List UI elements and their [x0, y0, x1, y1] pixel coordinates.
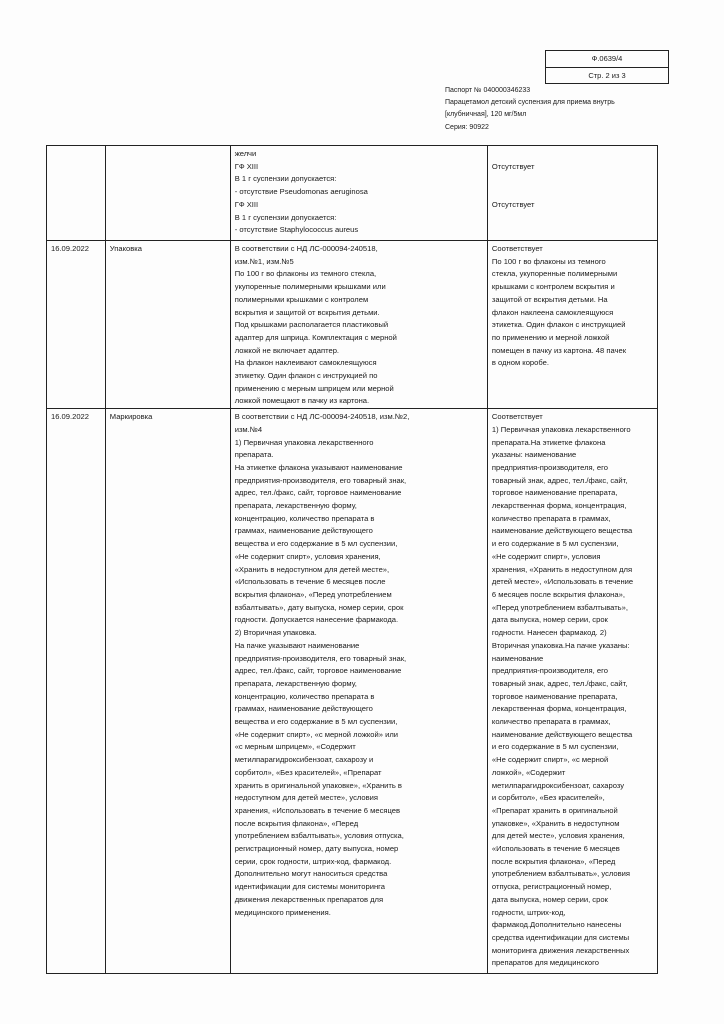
- result-line: торговое наименование препарата,: [491, 488, 618, 498]
- result-line: дата выпуска, номер серии, срок: [491, 615, 608, 625]
- requirement-line: метилпарагидроксибензоат, сахарозу и: [234, 755, 374, 765]
- result-line: защитой от вскрытия детьми. На: [491, 294, 608, 304]
- requirement-line: препарата, лекарственную форму,: [234, 678, 357, 688]
- result-line: «Перед употреблением взбалтывать»,: [491, 602, 628, 612]
- requirement-line: полимерными крышками с контролем: [234, 294, 369, 304]
- requirement-line: В соответствии с НД ЛС-000094-240518,: [234, 244, 378, 253]
- result-line: По 100 г во флаконы из темного: [491, 256, 606, 266]
- date-cell: 16.09.2022: [47, 241, 106, 409]
- requirement-line: желчи: [234, 149, 257, 158]
- result-line: метилпарагидроксибензоат, сахарозу: [491, 780, 625, 790]
- requirement-cell: [230, 146, 487, 241]
- requirement-line: этикетку. Один флакон с инструкцией по: [234, 371, 378, 381]
- result-line: Отсутствует: [491, 199, 535, 209]
- requirement-line: граммах, наименование действующего: [234, 526, 373, 536]
- result-line: годности, штрих-код,: [491, 907, 566, 917]
- requirement-line: Дополнительно могут наноситься средства: [234, 869, 388, 879]
- requirement-line: «с мерным шприцем», «Содержит: [234, 742, 356, 752]
- result-line: указаны: наименование: [491, 450, 577, 460]
- result-line: лекарственная форма, концентрация,: [491, 704, 627, 714]
- requirement-line: В соответствии с НД ЛС-000094-240518, изм.№2,: [234, 412, 410, 422]
- requirement-line: адрес, тел./факс, сайт, торговое наименование: [234, 666, 402, 676]
- requirement-line: концентрацию, количество препарата в: [234, 691, 375, 701]
- result-line: количество препарата в граммах,: [491, 513, 611, 523]
- requirement-line: ГФ XIII: [234, 161, 259, 171]
- requirement-line: недоступном для детей месте», условия: [234, 793, 379, 803]
- requirement-line: изм.№4: [234, 424, 263, 434]
- result-line: количество препарата в граммах,: [491, 717, 611, 727]
- requirement-line: В 1 г суспензии допускается:: [234, 212, 337, 222]
- result-line: лекарственная форма, концентрация,: [491, 501, 627, 511]
- form-code-box: [545, 50, 669, 84]
- page-number: Стр. 2 из 3: [588, 71, 626, 80]
- requirement-line: концентрацию, количество препарата в: [234, 513, 375, 523]
- result-line: предприятия-производителя, его: [491, 666, 608, 676]
- table-row: [47, 146, 658, 241]
- result-line: «Препарат хранить в оригинальной: [491, 805, 618, 815]
- requirement-line: изм.№1, изм.№5: [234, 256, 294, 266]
- requirement-line: адаптер для шприца. Комплектация с мерной: [234, 332, 397, 342]
- requirement-line: - отсутствие Staphylococcus aureus: [234, 225, 359, 235]
- requirement-line: предприятия-производителя, его товарный знак,: [234, 475, 407, 485]
- header-line: Парацетамол детский суспензия для приема внутрь: [445, 99, 615, 107]
- header-line: [клубничная], 120 мг/5мл: [445, 111, 527, 119]
- result-line: средства идентификации для системы: [491, 932, 630, 942]
- requirement-cell: [230, 409, 487, 974]
- requirement-line: «Не содержит спирт», условия хранения,: [234, 551, 381, 561]
- indicator-name-cell: [105, 146, 230, 241]
- result-line: ложкой», «Содержит: [491, 767, 566, 777]
- result-line: и его содержание в 5 мл суспензии,: [491, 742, 619, 752]
- result-line: «Использовать в течение 6 месяцев: [491, 844, 620, 854]
- requirement-line: препарата, лекарственную форму,: [234, 501, 357, 511]
- table-row: [47, 409, 658, 974]
- result-line: стекла, укупоренные полимерными: [491, 269, 618, 279]
- requirement-line: ложкой помещают в пачку из картона.: [234, 396, 370, 406]
- requirement-line: применению с мерным шприцем или мерной: [234, 383, 394, 393]
- requirement-line: 2) Вторичная упаковка.: [234, 628, 317, 638]
- requirement-line: «Использовать в течение 6 месяцев после: [234, 577, 386, 587]
- requirement-line: сорбитол», «Без красителей», «Препарат: [234, 767, 382, 777]
- result-line: [492, 173, 653, 186]
- requirement-line: регистрационный номер, дату выпуска, номер: [234, 844, 399, 854]
- result-line: 6 месяцев после вскрытия флакона»,: [491, 589, 625, 599]
- header-line: Паспорт № 040000346233: [445, 87, 531, 94]
- requirement-line: На пачке указывают наименование: [234, 640, 360, 650]
- results-table: [46, 145, 658, 974]
- result-line: годности. Нанесен фармакод. 2): [491, 628, 607, 638]
- requirement-line: употреблением взбалтывать», условия отпуска,: [234, 831, 404, 841]
- result-line: наименование действующего вещества: [491, 729, 633, 739]
- result-line: мониторинга движения лекарственных: [491, 945, 630, 955]
- document-header: [445, 85, 675, 134]
- result-line: дата выпуска, номер серии, срок: [491, 894, 608, 904]
- result-line: Отсутствует: [491, 161, 535, 171]
- requirement-line: серии, срок годности, штрих-код, фармакод.: [234, 856, 392, 866]
- form-code: Ф.0639/4: [546, 51, 668, 68]
- requirement-cell: [230, 241, 487, 409]
- result-line: помещен в пачку из картона. 48 пачек: [491, 345, 627, 355]
- result-line: хранения, «Хранить в недоступном для: [491, 564, 633, 574]
- result-line: «Не содержит спирт», условия: [491, 551, 601, 561]
- result-line: предприятия-производителя, его: [491, 462, 608, 472]
- requirement-line: По 100 г во флаконы из темного стекла,: [234, 269, 377, 279]
- requirement-line: граммах, наименование действующего: [234, 704, 373, 714]
- result-line: крышками с контролем вскрытия и: [491, 282, 615, 292]
- result-cell: [487, 409, 657, 974]
- requirement-line: адрес, тел./факс, сайт, торговое наименование: [234, 488, 402, 498]
- requirement-line: предприятия-производителя, его товарный знак,: [234, 653, 407, 663]
- header-line: Серия: 90922: [445, 123, 489, 131]
- result-line: отпуска, регистрационный номер,: [491, 882, 612, 892]
- result-line: [492, 148, 653, 161]
- requirement-line: идентификации для системы мониторинга: [234, 882, 385, 892]
- requirement-line: медицинского применения.: [234, 907, 331, 917]
- result-cell: [487, 241, 657, 409]
- result-line: Соответствует: [491, 412, 543, 422]
- requirement-line: вещества и его содержание в 5 мл суспензии,: [234, 539, 398, 549]
- result-line: для детей месте», условия хранения,: [491, 831, 625, 841]
- result-line: Соответствует: [491, 244, 543, 253]
- result-line: 1) Первичная упаковка лекарственного: [491, 424, 631, 434]
- result-line: и его содержание в 5 мл суспензии,: [491, 539, 619, 549]
- table-row: [47, 241, 658, 409]
- result-line: [492, 186, 653, 199]
- requirement-line: после вскрытия флакона», «Перед: [234, 818, 359, 828]
- result-line: упаковке», «Хранить в недоступном: [491, 818, 620, 828]
- result-line: наименование действующего вещества: [491, 526, 633, 536]
- requirement-line: «Хранить в недоступном для детей месте»,: [234, 564, 390, 574]
- result-line: «Не содержит спирт», «с мерной: [491, 755, 609, 765]
- result-line: флакон наклеена самоклеящуюся: [491, 307, 614, 317]
- result-line: товарный знак, адрес, тел./факс, сайт,: [491, 678, 628, 688]
- requirement-line: 1) Первичная упаковка лекарственного: [234, 437, 374, 447]
- result-line: после вскрытия флакона», «Перед: [491, 856, 616, 866]
- requirement-line: - отсутствие Pseudomonas aeruginosa: [234, 187, 368, 197]
- requirement-line: «Не содержит спирт», «с мерной ложкой» или: [234, 729, 399, 739]
- result-line: детей месте», «Использовать в течение: [491, 577, 634, 587]
- requirement-line: В 1 г суспензии допускается:: [234, 174, 337, 184]
- result-line: препаратов для медицинского: [491, 958, 599, 968]
- result-line: торговое наименование препарата,: [491, 691, 618, 701]
- requirement-line: ложкой не включает адаптер.: [234, 345, 340, 355]
- requirement-line: хранить в оригинальной упаковке», «Хранить в: [234, 780, 402, 790]
- requirement-line: вскрытия флакона», «Перед употреблением: [234, 589, 392, 599]
- requirement-line: вещества и его содержание в 5 мл суспензии,: [234, 717, 398, 727]
- result-line: этикетка. Один флакон с инструкцией: [491, 320, 626, 330]
- requirement-line: На этикетке флакона указывают наименование: [234, 462, 403, 472]
- requirement-line: На флакон наклеивают самоклеящуюся: [234, 358, 377, 368]
- result-line: в одном коробе.: [491, 358, 549, 368]
- date-cell: 16.09.2022: [47, 409, 106, 974]
- result-line: и сорбитол», «Без красителей»,: [491, 793, 605, 803]
- result-line: фармакод.Дополнительно нанесены: [491, 920, 622, 930]
- requirement-line: препарата.: [234, 450, 274, 460]
- result-line: наименование: [491, 653, 544, 663]
- result-line: Вторичная упаковка.На пачке указаны:: [491, 640, 630, 650]
- result-line: употреблением взбалтывать», условия: [491, 869, 630, 879]
- indicator-name-cell: Маркировка: [105, 409, 230, 974]
- result-line: товарный знак, адрес, тел./факс, сайт,: [491, 475, 628, 485]
- requirement-line: вскрытия и защитой от вскрытия детьми.: [234, 307, 380, 317]
- requirement-line: укупоренные полимерными крышками или: [234, 282, 386, 292]
- result-line: по применению и мерной ложкой: [491, 332, 610, 342]
- indicator-name-cell: Упаковка: [105, 241, 230, 409]
- requirement-line: годности. Допускается нанесение фармакода.: [234, 615, 399, 625]
- result-line: препарата.На этикетке флакона: [491, 437, 606, 447]
- date-cell: [47, 146, 106, 241]
- requirement-line: взбалтывать», дату выпуска, номер серии, срок: [234, 602, 404, 612]
- result-cell: [487, 146, 657, 241]
- requirement-line: ГФ XIII: [234, 199, 259, 209]
- requirement-line: движения лекарственных препаратов для: [234, 894, 384, 904]
- requirement-line: Под крышками располагается пластиковый: [234, 320, 389, 330]
- requirement-line: хранения, «Использовать в течение 6 месяцев: [234, 805, 400, 815]
